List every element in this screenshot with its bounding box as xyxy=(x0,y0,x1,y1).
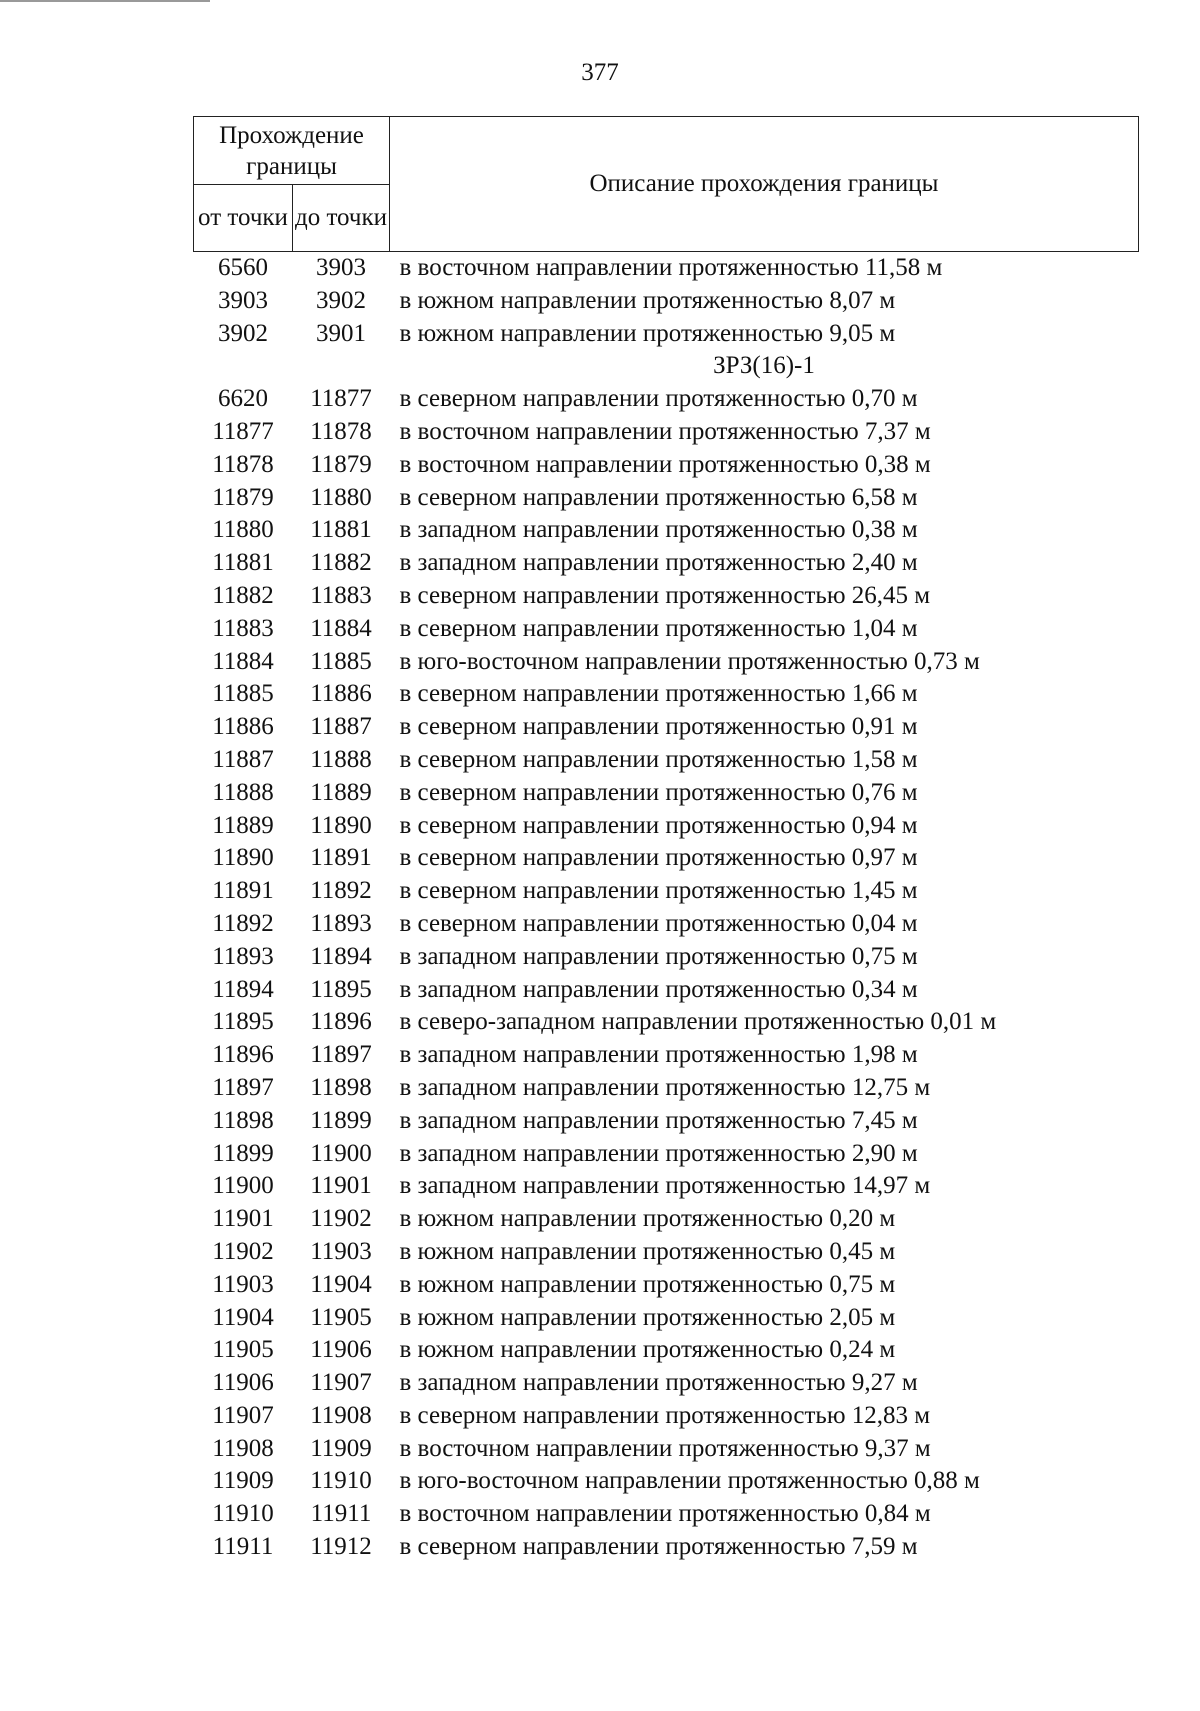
cell-from-point: 11905 xyxy=(212,1336,274,1364)
table-row xyxy=(194,711,1139,744)
cell-description: в северном направлении протяженностью 0,70 м xyxy=(399,385,918,413)
table-row xyxy=(194,285,1139,318)
cell-to-point: 11912 xyxy=(310,1533,372,1561)
cell-description: в северо-западном направлении протяженностью 0,01 м xyxy=(399,1008,997,1036)
cell-description: в северном направлении протяженностью 1,66 м xyxy=(399,680,918,708)
cell-description: в северном направлении протяженностью 0,97 м xyxy=(399,844,918,872)
cell-from-point: 11902 xyxy=(212,1237,274,1265)
cell-from-point: 11896 xyxy=(212,1041,274,1069)
cell-to-point: 11894 xyxy=(310,942,372,970)
scan-artifact-line xyxy=(0,0,210,2)
cell-to-point: 11878 xyxy=(310,417,372,445)
cell-from-point: 11893 xyxy=(212,942,274,970)
section-title: ЗРЗ(16)-1 xyxy=(713,352,815,380)
cell-description: в западном направлении протяженностью 0,34 м xyxy=(399,975,918,1003)
header-to-point: до точки xyxy=(293,185,390,252)
cell-to-point: 11909 xyxy=(310,1434,372,1462)
cell-to-point: 11890 xyxy=(310,811,372,839)
cell-from-point: 11877 xyxy=(212,417,274,445)
cell-to-point: 11904 xyxy=(310,1270,372,1298)
table-row xyxy=(194,908,1139,941)
header-from-point: от точки xyxy=(194,185,293,252)
cell-to-point: 11891 xyxy=(310,844,372,872)
cell-description: в северном направлении протяженностью 7,59 м xyxy=(399,1533,918,1561)
cell-description: в южном направлении протяженностью 0,45 м xyxy=(399,1237,896,1265)
table-row xyxy=(194,974,1139,1007)
cell-from-point: 11909 xyxy=(212,1467,274,1495)
table-row xyxy=(194,1433,1139,1466)
cell-to-point: 11887 xyxy=(310,713,372,741)
table-row xyxy=(194,1400,1139,1433)
cell-description: в северном направлении протяженностью 26,45 м xyxy=(399,581,931,609)
table-row xyxy=(194,678,1139,711)
cell-description: в западном направлении протяженностью 7,45 м xyxy=(399,1106,918,1134)
table-header xyxy=(194,117,1139,252)
cell-description: в западном направлении протяженностью 9,27 м xyxy=(399,1369,918,1397)
cell-description: в северном направлении протяженностью 0,94 м xyxy=(399,811,918,839)
table-row xyxy=(194,1236,1139,1269)
table-row xyxy=(194,318,1139,351)
table-body xyxy=(194,252,1139,1564)
header-description: Описание прохождения границы xyxy=(390,117,1139,252)
table-row xyxy=(194,580,1139,613)
table-row xyxy=(194,1334,1139,1367)
header-boundary-passage: Прохождение границы xyxy=(194,117,390,185)
cell-to-point: 11906 xyxy=(310,1336,372,1364)
cell-to-point: 11901 xyxy=(310,1172,372,1200)
cell-description: в северном направлении протяженностью 6,58 м xyxy=(399,483,918,511)
cell-to-point: 11896 xyxy=(310,1008,372,1036)
cell-to-point: 11898 xyxy=(310,1073,372,1101)
cell-to-point: 11885 xyxy=(310,647,372,675)
table-row xyxy=(194,875,1139,908)
cell-from-point: 11900 xyxy=(212,1172,274,1200)
cell-from-point: 11897 xyxy=(212,1073,274,1101)
cell-description: в южном направлении протяженностью 0,75 м xyxy=(399,1270,896,1298)
cell-from-point: 11895 xyxy=(212,1008,274,1036)
cell-from-point: 11892 xyxy=(212,909,274,937)
table-row xyxy=(194,777,1139,810)
cell-description: в северном направлении протяженностью 0,91 м xyxy=(399,713,918,741)
cell-description: в западном направлении протяженностью 0,38 м xyxy=(399,516,918,544)
table-row xyxy=(194,1170,1139,1203)
cell-to-point: 3902 xyxy=(316,286,366,314)
cell-from-point: 11898 xyxy=(212,1106,274,1134)
cell-description: в северном направлении протяженностью 0,76 м xyxy=(399,778,918,806)
cell-from-point: 11889 xyxy=(212,811,274,839)
cell-to-point: 11903 xyxy=(310,1237,372,1265)
cell-description: в восточном направлении протяженностью 9,37 м xyxy=(399,1434,931,1462)
cell-from-point: 11908 xyxy=(212,1434,274,1462)
cell-description: в юго-восточном направлении протяженностью 0,88 м xyxy=(399,1467,980,1495)
cell-from-point: 11890 xyxy=(212,844,274,872)
cell-to-point: 11899 xyxy=(310,1106,372,1134)
table-row xyxy=(194,416,1139,449)
page-number: 377 xyxy=(581,59,619,86)
cell-description: в западном направлении протяженностью 12,75 м xyxy=(399,1073,931,1101)
cell-from-point: 11911 xyxy=(212,1533,274,1561)
table-row xyxy=(194,613,1139,646)
cell-from-point: 11886 xyxy=(212,713,274,741)
section-spacer xyxy=(194,350,390,383)
cell-to-point: 11883 xyxy=(310,581,372,609)
cell-from-point: 11904 xyxy=(212,1303,274,1331)
cell-to-point: 11907 xyxy=(310,1369,372,1397)
table-row xyxy=(194,1039,1139,1072)
cell-to-point: 11902 xyxy=(310,1205,372,1233)
cell-description: в южном направлении протяженностью 8,07 м xyxy=(399,286,896,314)
cell-from-point: 11883 xyxy=(212,614,274,642)
cell-to-point: 11877 xyxy=(310,385,372,413)
table-row xyxy=(194,1269,1139,1302)
cell-from-point: 11882 xyxy=(212,581,274,609)
table-row xyxy=(194,1138,1139,1171)
cell-from-point: 11906 xyxy=(212,1369,274,1397)
cell-description: в восточном направлении протяженностью 0,84 м xyxy=(399,1500,931,1528)
table-row xyxy=(194,810,1139,843)
table-row xyxy=(194,1498,1139,1531)
boundary-table xyxy=(193,116,1139,1564)
cell-to-point: 11880 xyxy=(310,483,372,511)
table-row xyxy=(194,1203,1139,1236)
cell-from-point: 11899 xyxy=(212,1139,274,1167)
cell-to-point: 11908 xyxy=(310,1401,372,1429)
table-row xyxy=(194,1072,1139,1105)
cell-from-point: 11891 xyxy=(212,877,274,905)
cell-from-point: 11901 xyxy=(212,1205,274,1233)
cell-from-point: 11878 xyxy=(212,450,274,478)
cell-from-point: 6620 xyxy=(218,385,268,413)
cell-description: в западном направлении протяженностью 0,75 м xyxy=(399,942,918,970)
cell-description: в южном направлении протяженностью 9,05 м xyxy=(399,319,896,347)
cell-description: в восточном направлении протяженностью 7,37 м xyxy=(399,417,931,445)
cell-description: в западном направлении протяженностью 14,97 м xyxy=(399,1172,931,1200)
cell-to-point: 11900 xyxy=(310,1139,372,1167)
table-row xyxy=(194,252,1139,285)
cell-description: в южном направлении протяженностью 0,24 м xyxy=(399,1336,896,1364)
table-row xyxy=(194,514,1139,547)
cell-description: в северном направлении протяженностью 12,83 м xyxy=(399,1401,931,1429)
table-row xyxy=(194,1105,1139,1138)
cell-to-point: 11881 xyxy=(310,516,372,544)
cell-description: в южном направлении протяженностью 2,05 м xyxy=(399,1303,896,1331)
cell-to-point: 11892 xyxy=(310,877,372,905)
table-row xyxy=(194,383,1139,416)
cell-to-point: 11910 xyxy=(310,1467,372,1495)
cell-from-point: 11910 xyxy=(212,1500,274,1528)
cell-to-point: 3901 xyxy=(316,319,366,347)
cell-from-point: 11884 xyxy=(212,647,274,675)
cell-to-point: 11897 xyxy=(310,1041,372,1069)
cell-description: в западном направлении протяженностью 1,98 м xyxy=(399,1041,918,1069)
table-row xyxy=(194,842,1139,875)
table-row xyxy=(194,941,1139,974)
cell-from-point: 11880 xyxy=(212,516,274,544)
cell-from-point: 11881 xyxy=(212,549,274,577)
cell-to-point: 11895 xyxy=(310,975,372,1003)
cell-from-point: 11887 xyxy=(212,745,274,773)
cell-description: в западном направлении протяженностью 2,90 м xyxy=(399,1139,918,1167)
cell-to-point: 11889 xyxy=(310,778,372,806)
cell-from-point: 11903 xyxy=(212,1270,274,1298)
table-row xyxy=(194,449,1139,482)
cell-to-point: 11879 xyxy=(310,450,372,478)
table-row xyxy=(194,1006,1139,1039)
cell-description: в южном направлении протяженностью 0,20 м xyxy=(399,1205,896,1233)
cell-to-point: 11882 xyxy=(310,549,372,577)
table-row xyxy=(194,1302,1139,1335)
table-row xyxy=(194,1367,1139,1400)
cell-description: в северном направлении протяженностью 1,45 м xyxy=(399,877,918,905)
cell-from-point: 11879 xyxy=(212,483,274,511)
cell-from-point: 11907 xyxy=(212,1401,274,1429)
cell-description: в юго-восточном направлении протяженностью 0,73 м xyxy=(399,647,980,675)
cell-description: в северном направлении протяженностью 1,58 м xyxy=(399,745,918,773)
cell-from-point: 6560 xyxy=(218,254,268,281)
cell-to-point: 11886 xyxy=(310,680,372,708)
table-row xyxy=(194,744,1139,777)
table-row xyxy=(194,1531,1139,1564)
cell-description: в восточном направлении протяженностью 0,38 м xyxy=(399,450,931,478)
table-row xyxy=(194,482,1139,515)
cell-to-point: 3903 xyxy=(316,254,366,281)
cell-to-point: 11893 xyxy=(310,909,372,937)
cell-from-point: 3903 xyxy=(218,286,268,314)
cell-description: в северном направлении протяженностью 0,04 м xyxy=(399,909,918,937)
table-row xyxy=(194,1465,1139,1498)
cell-to-point: 11884 xyxy=(310,614,372,642)
cell-from-point: 11888 xyxy=(212,778,274,806)
cell-to-point: 11911 xyxy=(310,1500,372,1528)
cell-to-point: 11888 xyxy=(310,745,372,773)
cell-from-point: 3902 xyxy=(218,319,268,347)
cell-description: в северном направлении протяженностью 1,04 м xyxy=(399,614,918,642)
section-row xyxy=(194,350,1139,383)
cell-from-point: 11894 xyxy=(212,975,274,1003)
table-row xyxy=(194,547,1139,580)
cell-from-point: 11885 xyxy=(212,680,274,708)
cell-description: в западном направлении протяженностью 2,40 м xyxy=(399,549,918,577)
cell-description: в восточном направлении протяженностью 11,58 м xyxy=(399,254,943,281)
table-row xyxy=(194,646,1139,679)
cell-to-point: 11905 xyxy=(310,1303,372,1331)
